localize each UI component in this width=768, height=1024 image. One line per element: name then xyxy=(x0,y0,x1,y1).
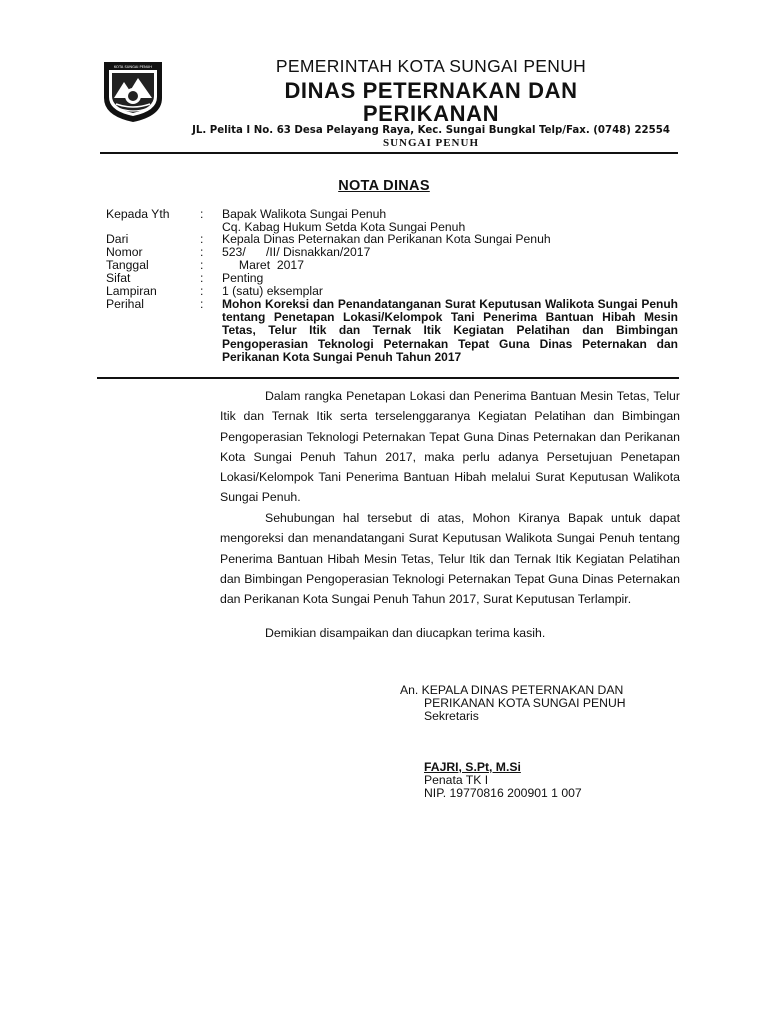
office-city: SUNGAI PENUH xyxy=(382,137,480,149)
field-value: Maret 2017 xyxy=(222,258,304,272)
field-label: Perihal xyxy=(106,297,144,311)
header-divider xyxy=(97,377,679,379)
svg-text:KOTA SUNGAI PENUH: KOTA SUNGAI PENUH xyxy=(113,65,153,69)
letterhead-divider xyxy=(100,152,678,154)
signature-title-line1: An. KEPALA DINAS PETERNAKAN DAN xyxy=(400,683,624,697)
field-value: 523/ /II/ Disnakkan/2017 xyxy=(222,245,371,259)
field-colon: : xyxy=(200,258,204,272)
body-paragraph-2: Sehubungan hal tersebut di atas, Mohon Kiranya Bapak untuk dapat mengoreksi dan menandatangani Surat Keputusan Walikota Sungai Penuh tentang Penerima Bantuan Hibah Mesin Tetas, Telur Itik dan Ternak Itik Kegiatan Pelatihan dan Bimbingan Pengoperasian Teknologi Peternakan Tepat Guna Dinas Peternakan dan Perikanan Kota Sungai Penuh Tahun 2017, Surat Keputusan Terlampir. xyxy=(220,511,680,607)
department-name-line1: DINAS PETERNAKAN DAN xyxy=(284,78,578,103)
body-paragraph-3: Demikian disampaikan dan diucapkan terima kasih. xyxy=(265,626,546,640)
field-value: Bapak Walikota Sungai Penuh xyxy=(222,207,387,221)
field-colon: : xyxy=(200,297,204,311)
field-label: Tanggal xyxy=(106,258,149,272)
office-address: JL. Pelita I No. 63 Desa Pelayang Raya, Kec. Sungai Bungkal Telp/Fax. (0748) 22554 xyxy=(192,125,670,136)
field-value-cq: Cq. Kabag Hukum Setda Kota Sungai Penuh xyxy=(222,220,466,234)
city-emblem-logo xyxy=(100,58,166,124)
signatory-rank: Penata TK I xyxy=(424,773,489,787)
field-colon: : xyxy=(200,232,204,246)
signature-position: Sekretaris xyxy=(424,709,479,723)
field-label: Lampiran xyxy=(106,284,157,298)
signature-title-line2: PERIKANAN KOTA SUNGAI PENUH xyxy=(424,696,626,710)
field-value: Kepala Dinas Peternakan dan Perikanan Kota Sungai Penuh xyxy=(222,232,551,246)
field-label: Nomor xyxy=(106,245,143,259)
field-colon: : xyxy=(200,245,204,259)
subject-text: Mohon Koreksi dan Penandatanganan Surat Keputusan Walikota Sungai Penuh tentang Penetapan Lokasi/Kelompok Tani Penerima Bantuan Hibah Mesin Tetas, Telur Itik dan Ternak Itik Kegiatan Pelatihan dan Bimbingan Pengoperasian Teknologi Peternakan Tepat Guna Dinas Peternakan dan Perikanan Kota Sungai Penuh Tahun 2017 xyxy=(222,297,678,364)
government-name: PEMERINTAH KOTA SUNGAI PENUH xyxy=(275,56,587,76)
field-colon: : xyxy=(200,207,204,221)
body-paragraph-1: Dalam rangka Penetapan Lokasi dan Penerima Bantuan Mesin Tetas, Telur Itik dan Ternak Itik serta terselenggaranya Kegiatan Pelatihan dan Bimbingan Pengoperasian Teknologi Peternakan Tepat Guna Dinas Peternakan dan Perikanan Kota Sungai Penuh Tahun 2017, maka perlu adanya Persetujuan Penetapan Lokasi/Kelompok Tani Penerima Bantuan Hibah melalui Surat Keputusan Walikota Sungai Penuh. xyxy=(220,389,680,505)
field-label: Kepada Yth xyxy=(106,207,170,221)
signatory-nip: NIP. 19770816 200901 1 007 xyxy=(424,786,582,800)
field-value: 1 (satu) eksemplar xyxy=(222,284,323,298)
signatory-name: FAJRI, S.Pt, M.Si xyxy=(424,760,521,774)
field-colon: : xyxy=(200,271,204,285)
field-label: Sifat xyxy=(106,271,131,285)
document-title: NOTA DINAS xyxy=(338,178,430,194)
field-colon: : xyxy=(200,284,204,298)
field-value: Penting xyxy=(222,271,264,285)
department-name-line2: PERIKANAN xyxy=(362,101,500,126)
field-label: Dari xyxy=(106,232,129,246)
